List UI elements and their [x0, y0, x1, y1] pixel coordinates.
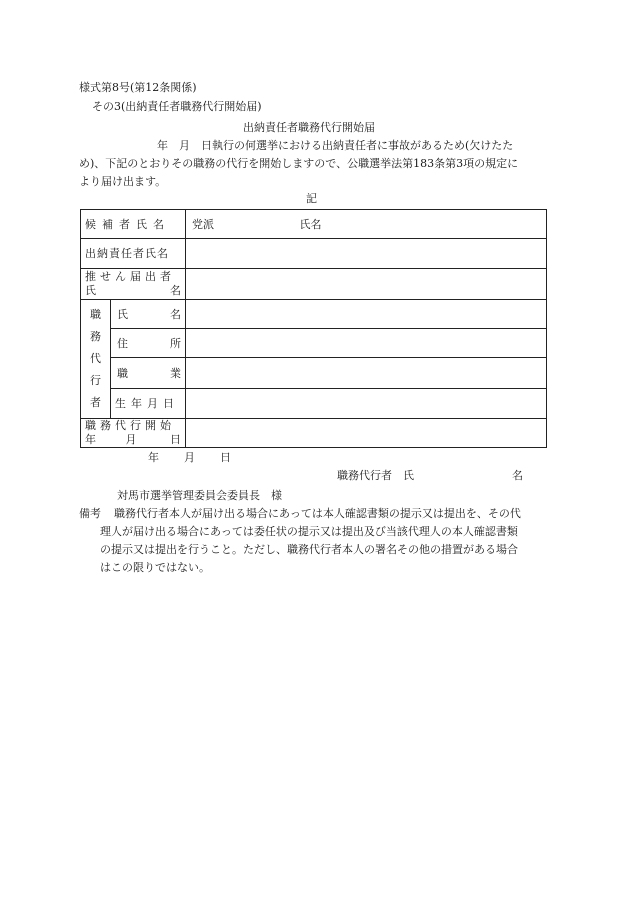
- start-date-label: [81, 419, 186, 448]
- recommender-value-cell[interactable]: [186, 269, 547, 300]
- form-number: 様式第8号(第12条関係): [79, 81, 197, 94]
- note-line-1: 職務代行者本人が届け出る場合にあっては本人確認書類の提示又は提出を、その代: [114, 507, 521, 520]
- row-acting-job: [81, 358, 547, 388]
- intro-year: 年: [157, 139, 168, 152]
- acting-address-value-cell[interactable]: [186, 329, 547, 358]
- intro-line-1: 日執行の何選挙における出納責任者に事故があるため(欠けたた: [201, 139, 514, 152]
- acting-job-label: [111, 358, 186, 388]
- row-acting-address: [81, 329, 547, 358]
- candidate-label: 候補者氏名: [81, 210, 186, 239]
- intro-line-3: より届け出ます。: [79, 175, 167, 188]
- start-date-year: 年: [85, 433, 96, 446]
- acting-name-mei: 名: [170, 307, 181, 321]
- treasurer-label: 出納責任者氏名: [81, 239, 186, 269]
- recommender-label: [81, 269, 186, 300]
- acting-vertical-char: 者: [90, 396, 101, 409]
- start-date-month: 月: [125, 433, 137, 446]
- acting-address-label: [111, 329, 186, 358]
- treasurer-value-cell[interactable]: [186, 239, 547, 269]
- start-date-day: 日: [170, 433, 181, 446]
- row-start-date: [81, 419, 547, 448]
- date-month: 月: [184, 451, 195, 464]
- acting-vertical-char: 行: [90, 374, 101, 387]
- intro-month: 月: [179, 139, 190, 152]
- acting-job-value-cell[interactable]: [186, 358, 547, 388]
- party-label: 党派: [192, 217, 214, 231]
- document-title: 出納責任者職務代行開始届: [243, 121, 375, 134]
- start-date-label-line1: 職務代行開始: [85, 419, 175, 432]
- ki-mark: 記: [306, 192, 317, 205]
- recommender-label-shi: 氏: [85, 284, 96, 297]
- row-acting-birth: [81, 388, 547, 418]
- note-label: 備考: [79, 507, 101, 520]
- form-subtitle: その3(出納責任者職務代行開始届): [92, 100, 262, 113]
- recommender-label-line1: 推せん届出者: [85, 270, 175, 283]
- form-table: [80, 209, 547, 448]
- note-line-2: 理人が届け出る場合にあっては委任状の提示又は提出及び当該代理人の本人確認書類: [100, 525, 518, 538]
- acting-name-label: [111, 300, 186, 329]
- acting-vertical-char: 務: [90, 330, 101, 343]
- row-recommender: [81, 269, 547, 300]
- note-line-3: の提示又は提出を行うこと。ただし、職務代行者本人の署名その他の措置がある場合: [100, 543, 518, 556]
- acting-job-shoku: 職: [117, 366, 128, 380]
- signature-label: 職務代行者 氏: [337, 469, 414, 482]
- acting-birth-label: 生年月日: [111, 388, 186, 418]
- start-date-value-cell[interactable]: [186, 419, 547, 448]
- intro-line-2: め)、下記のとおりその職務の代行を開始しますので、公職選挙法第183条第3項の規定に: [79, 157, 519, 170]
- row-acting-name: [81, 300, 547, 329]
- acting-vertical-label: [81, 300, 111, 419]
- acting-address-sho: 所: [170, 336, 181, 350]
- recommender-label-mei: 名: [170, 284, 181, 297]
- acting-job-gyo: 業: [170, 366, 181, 380]
- signature-mei: 名: [512, 469, 523, 482]
- start-date-label-line2: [85, 433, 181, 447]
- acting-vertical-char: 職: [90, 308, 101, 321]
- date-day: 日: [220, 451, 231, 464]
- candidate-value-cell[interactable]: [186, 210, 547, 239]
- acting-name-value-cell[interactable]: [186, 300, 547, 329]
- recommender-label-line2: [85, 284, 181, 298]
- name-label: 氏名: [299, 217, 322, 231]
- date-year: 年: [148, 451, 159, 464]
- addressee: 対馬市選挙管理委員会委員長 様: [117, 489, 282, 502]
- acting-address-ju: 住: [117, 336, 128, 350]
- note-line-4: はこの限りではない。: [100, 561, 210, 574]
- acting-birth-value-cell[interactable]: [186, 388, 547, 418]
- acting-name-shi: 氏: [117, 307, 128, 321]
- acting-vertical-char: 代: [90, 352, 101, 365]
- row-treasurer: [81, 239, 547, 269]
- row-candidate: [81, 210, 547, 239]
